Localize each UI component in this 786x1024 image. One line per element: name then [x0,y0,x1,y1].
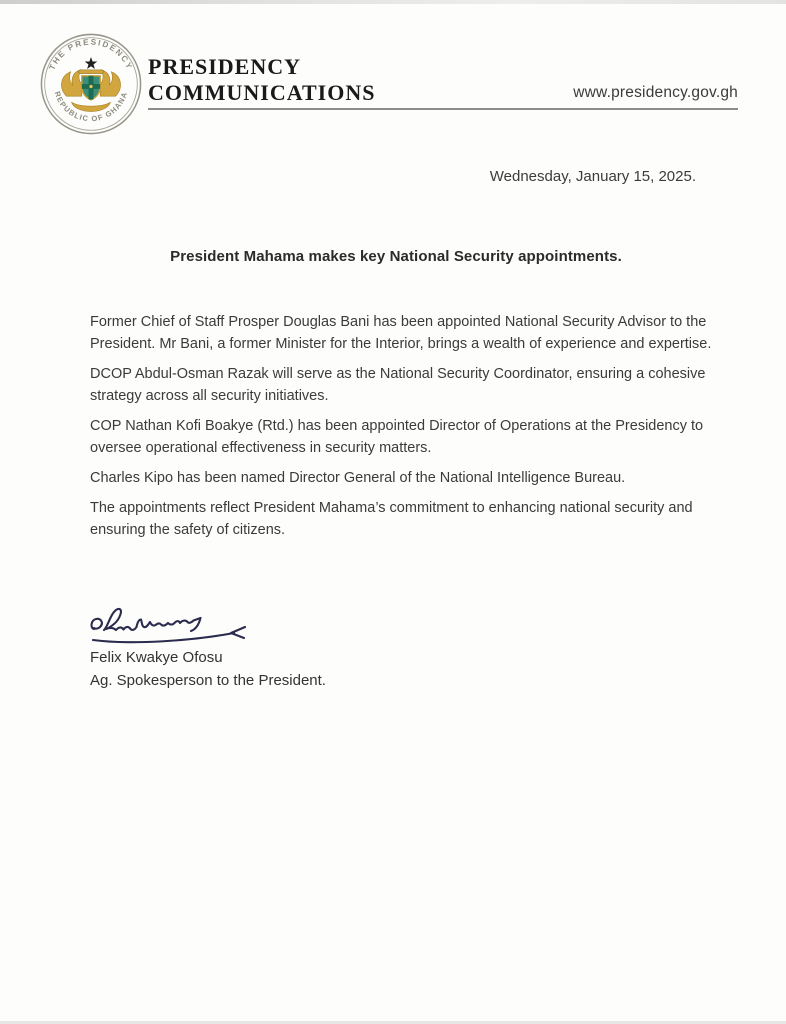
ghana-presidency-seal-icon [40,33,142,135]
scroll-banner-icon [72,102,111,111]
photo-top-edge [0,0,786,4]
body-paragraph: The appointments reflect President Mahama’s commitment to enhancing national security and ensuring the safety of citizens. [90,500,693,538]
brand-title [148,54,375,106]
body-paragraph: COP Nathan Kofi Boakye (Rtd.) has been appointed Director of Operations at the Presidency to oversee operational effectiveness in security matters. [90,418,704,456]
letter-body [90,311,712,549]
body-paragraph: Charles Kipo has been named Director General of the National Intelligence Bureau. [90,470,626,486]
coat-of-arms [61,57,120,112]
brand-line-2: COMMUNICATIONS [148,80,376,105]
brand-line-1: PRESIDENCY [148,54,302,79]
handwritten-signature-icon [86,598,264,650]
seal-bottom-text: REPUBLIC OF GHANA [52,90,130,124]
letter-title: President Mahama makes key National Security appointments. [170,248,622,265]
seal-top-text: THE PRESIDENCY [47,37,135,72]
signatory-role: Ag. Spokesperson to the President. [90,672,326,689]
torse-bar [79,70,103,74]
shield-icon [82,76,100,100]
letter-date: Wednesday, January 15, 2025. [489,168,696,185]
signatory-name: Felix Kwakye Ofosu [90,649,223,666]
website-url: www.presidency.gov.gh [573,84,738,101]
body-paragraph: DCOP Abdul-Osman Razak will serve as the National Security Coordinator, ensuring a cohesive strategy across all security initiatives. [90,366,706,404]
signatory-block [90,646,326,692]
body-paragraph: Former Chief of Staff Prosper Douglas Bani has been appointed National Security Advisor to the President. Mr Bani, a former Minister for the Interior, brings a wealth of experience and expertise. [90,314,712,352]
header-divider [148,108,738,110]
black-star-icon [85,57,98,69]
